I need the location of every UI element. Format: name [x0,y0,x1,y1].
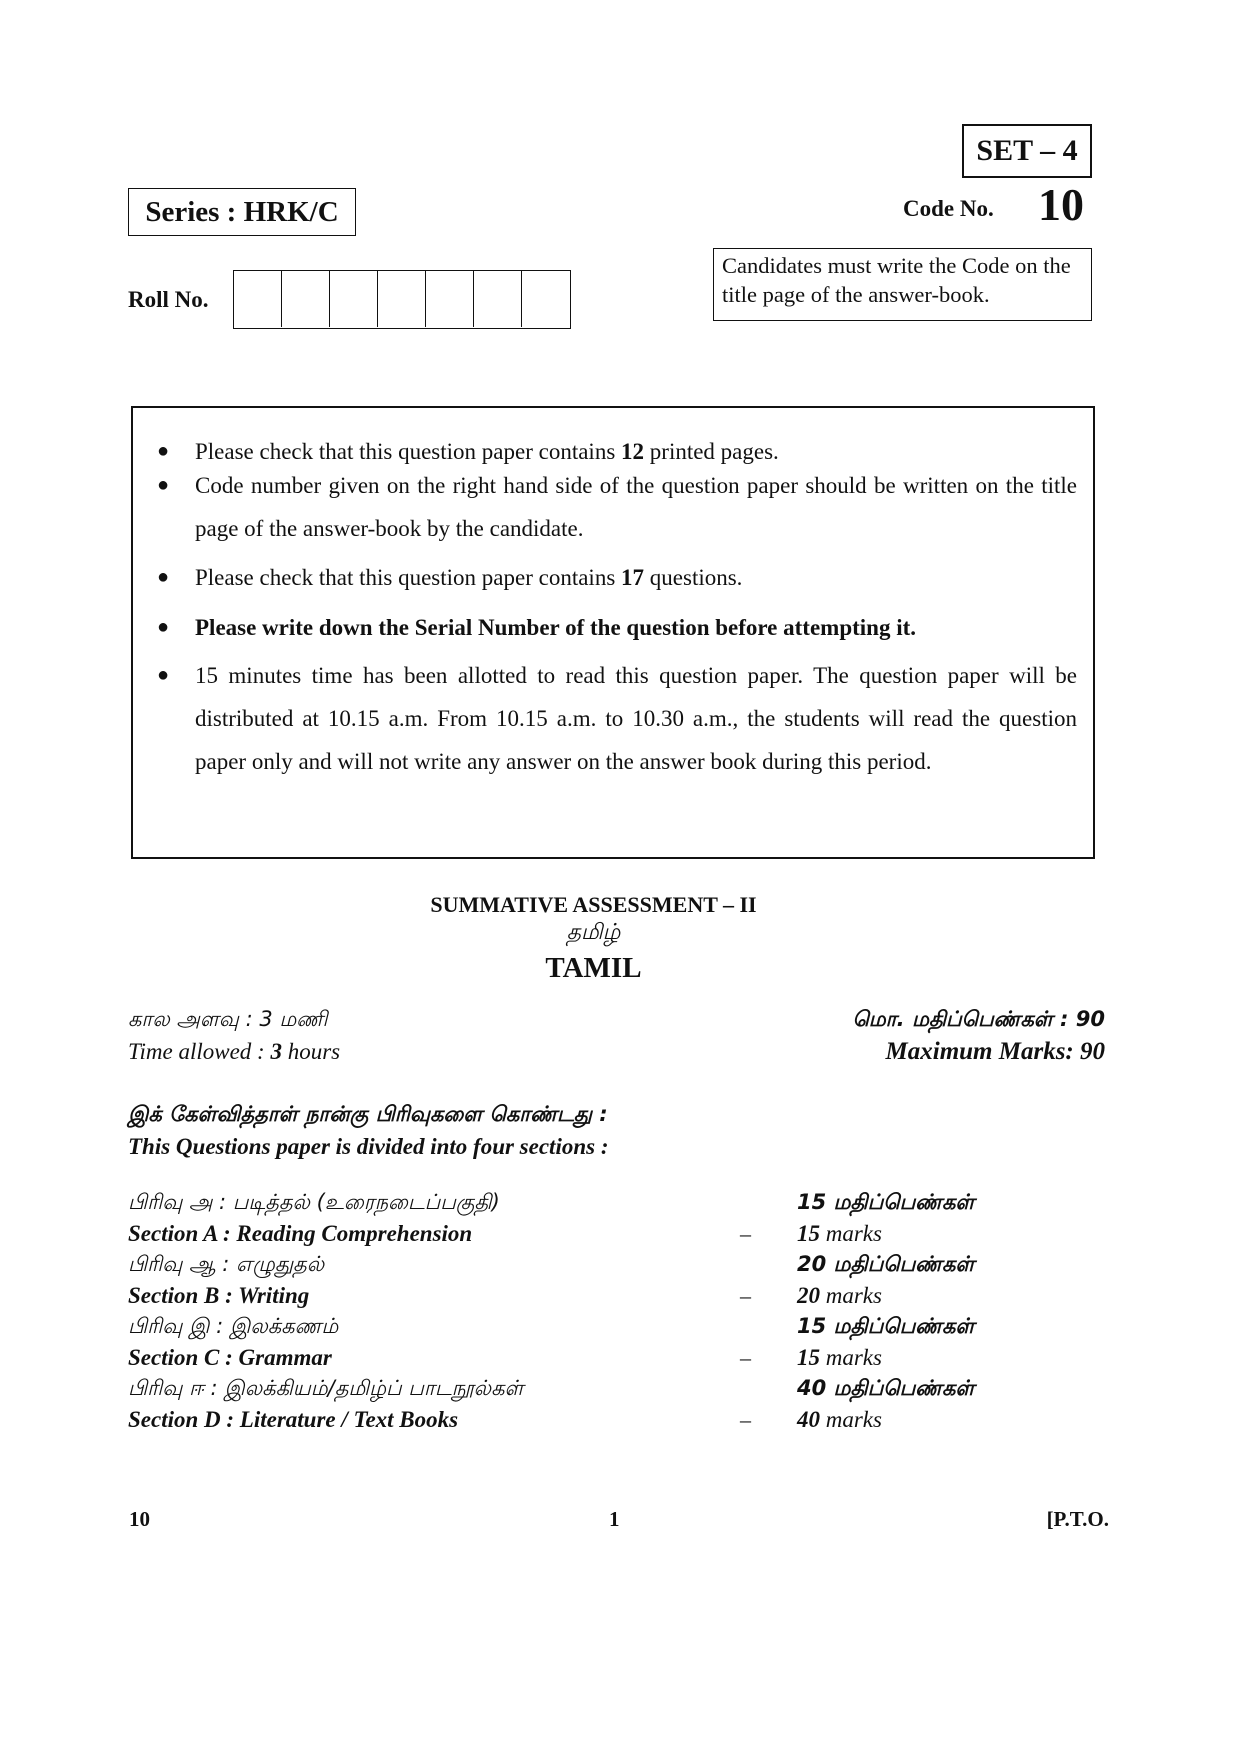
section-d-marks [797,1407,882,1433]
division-tamil: இக் கேள்வித்தாள் நான்கு பிரிவுகளை கொண்டது : [128,1102,608,1126]
roll-cell[interactable] [330,271,378,327]
section-c-dash: – [740,1345,751,1370]
instruction-text: Please check that this question paper contains [195,439,622,464]
section-b-dash: – [740,1283,751,1308]
time-allowed-tamil: கால அளவு : 3 மணி [128,1007,328,1031]
bullet-icon: ● [157,566,170,588]
section-a-tamil-marks: 15 மதிப்பெண்கள் [797,1190,975,1214]
footer-code: 10 [129,1507,150,1531]
division-english: This Questions paper is divided into four sections : [128,1134,609,1159]
instruction-text: questions. [644,565,743,590]
section-a-tamil: பிரிவு அ : படித்தல் (உரைநடைப்பகுதி) [128,1190,500,1214]
time-text: hours [281,1039,341,1064]
code-number: 10 [1038,179,1084,230]
bullet-icon: ● [157,616,170,638]
set-label: SET – 4 [962,124,1092,178]
bullet-icon: ● [157,664,170,686]
roll-cell[interactable] [234,271,282,327]
marks-word: marks [820,1221,882,1246]
instruction-item [157,606,1077,649]
code-note: Candidates must write the Code on the title page of the answer-book. [713,248,1092,321]
marks-word: marks [820,1283,882,1308]
section-c-marks [797,1345,882,1371]
max-marks: Maximum Marks: 90 [885,1038,1105,1065]
section-b-english: Section B : Writing [128,1283,310,1308]
roll-cell[interactable] [282,271,330,327]
instruction-text: Please check that this question paper contains [195,565,622,590]
series-label: Series : HRK/C [128,188,356,236]
instruction-item [157,654,1077,783]
roll-cell[interactable] [522,271,570,327]
marks-number: 20 [797,1283,820,1308]
instruction-item [157,556,1077,599]
section-c-tamil: பிரிவு இ : இலக்கணம் [128,1314,339,1338]
instructions-box [131,406,1095,859]
section-c-english: Section C : Grammar [128,1345,332,1370]
instruction-bold: 12 [621,439,645,464]
instruction-text: 15 minutes time has been allotted to read this question paper. The question paper will be distributed at 10.15 a.m. From 10.15 a.m. to 10.30 a.m., the students will read the question paper only and will not write any answer on the answer book during this period. [195,663,1077,774]
time-allowed [128,1039,340,1065]
instruction-item [157,464,1077,550]
roll-cell[interactable] [474,271,522,327]
assessment-title: SUMMATIVE ASSESSMENT – II [430,892,757,917]
section-b-marks [797,1283,882,1309]
instruction-text: Code number given on the right hand side of the question paper should be written on the title page of the answer-book by the candidate. [195,473,1077,541]
bullet-icon: ● [157,440,170,462]
roll-cell[interactable] [378,271,426,327]
marks-number: 15 [797,1221,820,1246]
section-a-marks [797,1221,882,1247]
section-a-dash: – [740,1221,751,1246]
section-a-english: Section A : Reading Comprehension [128,1221,473,1246]
section-d-english: Section D : Literature / Text Books [128,1407,459,1432]
section-d-tamil: பிரிவு ஈ : இலக்கியம்/தமிழ்ப் பாடநூல்கள் [128,1376,524,1400]
subject-title-tamil: தமிழ் [566,920,621,945]
max-marks-tamil: மொ. மதிப்பெண்கள் : 90 [852,1007,1105,1031]
roll-cell[interactable] [426,271,474,327]
subject-title: TAMIL [545,952,642,984]
roll-label: Roll No. [128,287,209,312]
pto-label: [P.T.O. [1046,1507,1109,1531]
bullet-icon: ● [157,474,170,496]
section-d-dash: – [740,1407,751,1432]
section-b-tamil: பிரிவு ஆ : எழுதுதல் [128,1252,325,1276]
marks-number: 40 [797,1407,820,1432]
time-text: Time allowed : [128,1039,271,1064]
code-label: Code No. [903,196,994,221]
marks-word: marks [820,1345,882,1370]
marks-number: 15 [797,1345,820,1370]
section-d-tamil-marks: 40 மதிப்பெண்கள் [797,1376,975,1400]
marks-word: marks [820,1407,882,1432]
section-b-tamil-marks: 20 மதிப்பெண்கள் [797,1252,975,1276]
instruction-text: Please write down the Serial Number of the question before attempting it. [195,615,917,640]
section-c-tamil-marks: 15 மதிப்பெண்கள் [797,1314,975,1338]
time-hours: 3 [270,1039,282,1064]
roll-number-boxes [233,270,571,329]
instruction-bold: 17 [621,565,645,590]
page-number: 1 [609,1507,620,1531]
instruction-text: printed pages. [644,439,779,464]
